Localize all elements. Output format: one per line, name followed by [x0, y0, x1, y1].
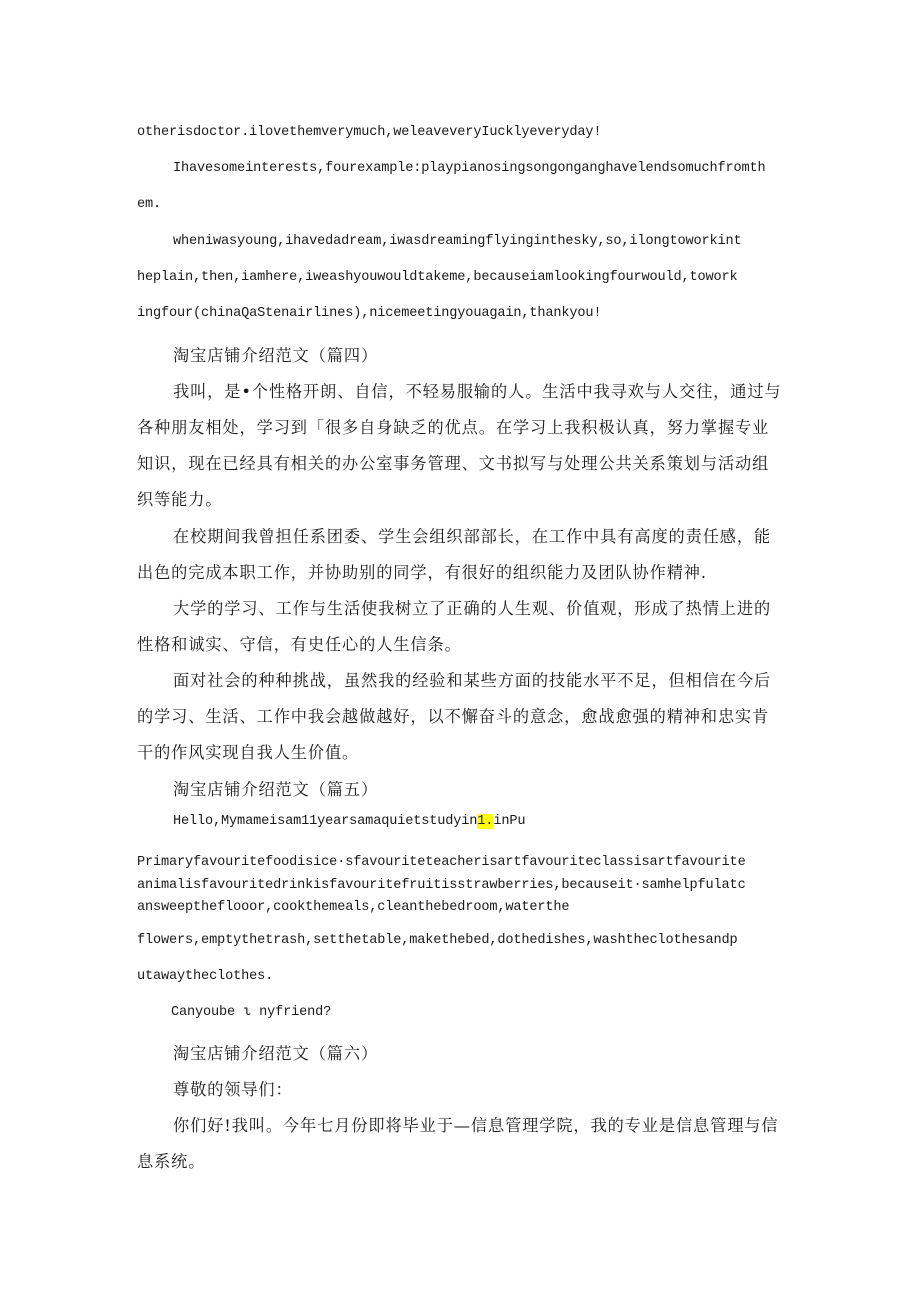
text-line [173, 814, 525, 829]
text-span: Hello,Mymameisam11yearsamaquietstudyin [173, 814, 478, 829]
text-line: 各种朋友相处，学习到「很多自身缺乏的优点。在学习上我积极认真，努力掌握专业 [137, 418, 770, 437]
section-title: 淘宝店铺介绍范文（篇五） [173, 780, 379, 799]
text-line: Ihavesomeinterests,fourexample:playpianosingsongonganghavelendsomuchfromth [173, 161, 766, 176]
text-span: inPu [493, 814, 526, 829]
text-line: 织等能力。 [137, 490, 223, 509]
text-line: 知识，现在已经具有相关的办公室事务管理、文书拟写与处理公共关系策划与活动组 [137, 454, 770, 473]
text-line: 我叫，是•个性格开朗、自信，不轻易服输的人。生活中我寻欢与人交往，通过与 [173, 382, 782, 401]
text-line: 息系统。 [137, 1152, 206, 1171]
text-line: flowers,emptythetrash,setthetable,makethebed,dothedishes,washtheclothesandp [137, 933, 738, 948]
text-line: 尊敬的领导们： [173, 1080, 293, 1099]
text-line: heplain,then,iamhere,iweashyouwouldtakeme,becauseiamlookingfourwould,towork [137, 270, 738, 285]
text-line: 大学的学习、工作与生活使我树立了正确的人生观、价值观，形成了热情上进的 [173, 599, 772, 618]
text-line: answeeptheflooor,cookthemeals,cleanthebedroom,waterthe [137, 900, 570, 915]
text-line: wheniwasyoung,ihavedadream,iwasdreamingflyinginthesky,so,ilongtoworkint [173, 234, 742, 249]
text-line: Canyoube ι nyfriend? [171, 1005, 332, 1020]
text-line: 出色的完成本职工作，并协助别的同学，有很好的组织能力及团队协作精神. [137, 563, 707, 582]
section-title: 淘宝店铺介绍范文（篇四） [173, 346, 379, 365]
section-title: 淘宝店铺介绍范文（篇六） [173, 1044, 379, 1063]
text-line: 在校期间我曾担任系团委、学生会组织部部长，在工作中具有高度的责任感，能 [173, 527, 772, 546]
text-line: 干的作风实现自我人生价值。 [137, 743, 360, 762]
text-line: utawaytheclothes. [137, 969, 274, 984]
text-line: 你们好!我叫。今年七月份即将毕业于—信息管理学院，我的专业是信息管理与信 [173, 1116, 779, 1135]
text-line: em. [137, 197, 162, 212]
highlighted-text: 1. [477, 814, 494, 829]
text-line: 性格和诚实、守信，有史任心的人生信条。 [137, 635, 462, 654]
text-line: otherisdoctor.ilovethemverymuch,weleaveveryIucklyeveryday! [137, 125, 602, 140]
text-line: 的学习、生活、工作中我会越做越好，以不懈奋斗的意念，愈战愈强的精神和忠实肯 [137, 707, 770, 726]
text-line: ingfour(chinaQaStenairlines),nicemeetingyouagain,thankyou! [137, 306, 602, 321]
text-line: animalisfavouritedrinkisfavouritefruitisstrawberries,becauseit·samhelpfulatc [137, 878, 746, 893]
text-line: Primaryfavouritefoodisice·sfavouriteteacherisartfavouriteclassisartfavourite [137, 855, 746, 870]
text-line: 面对社会的种种挑战，虽然我的经验和某些方面的技能水平不足，但相信在今后 [173, 671, 772, 690]
